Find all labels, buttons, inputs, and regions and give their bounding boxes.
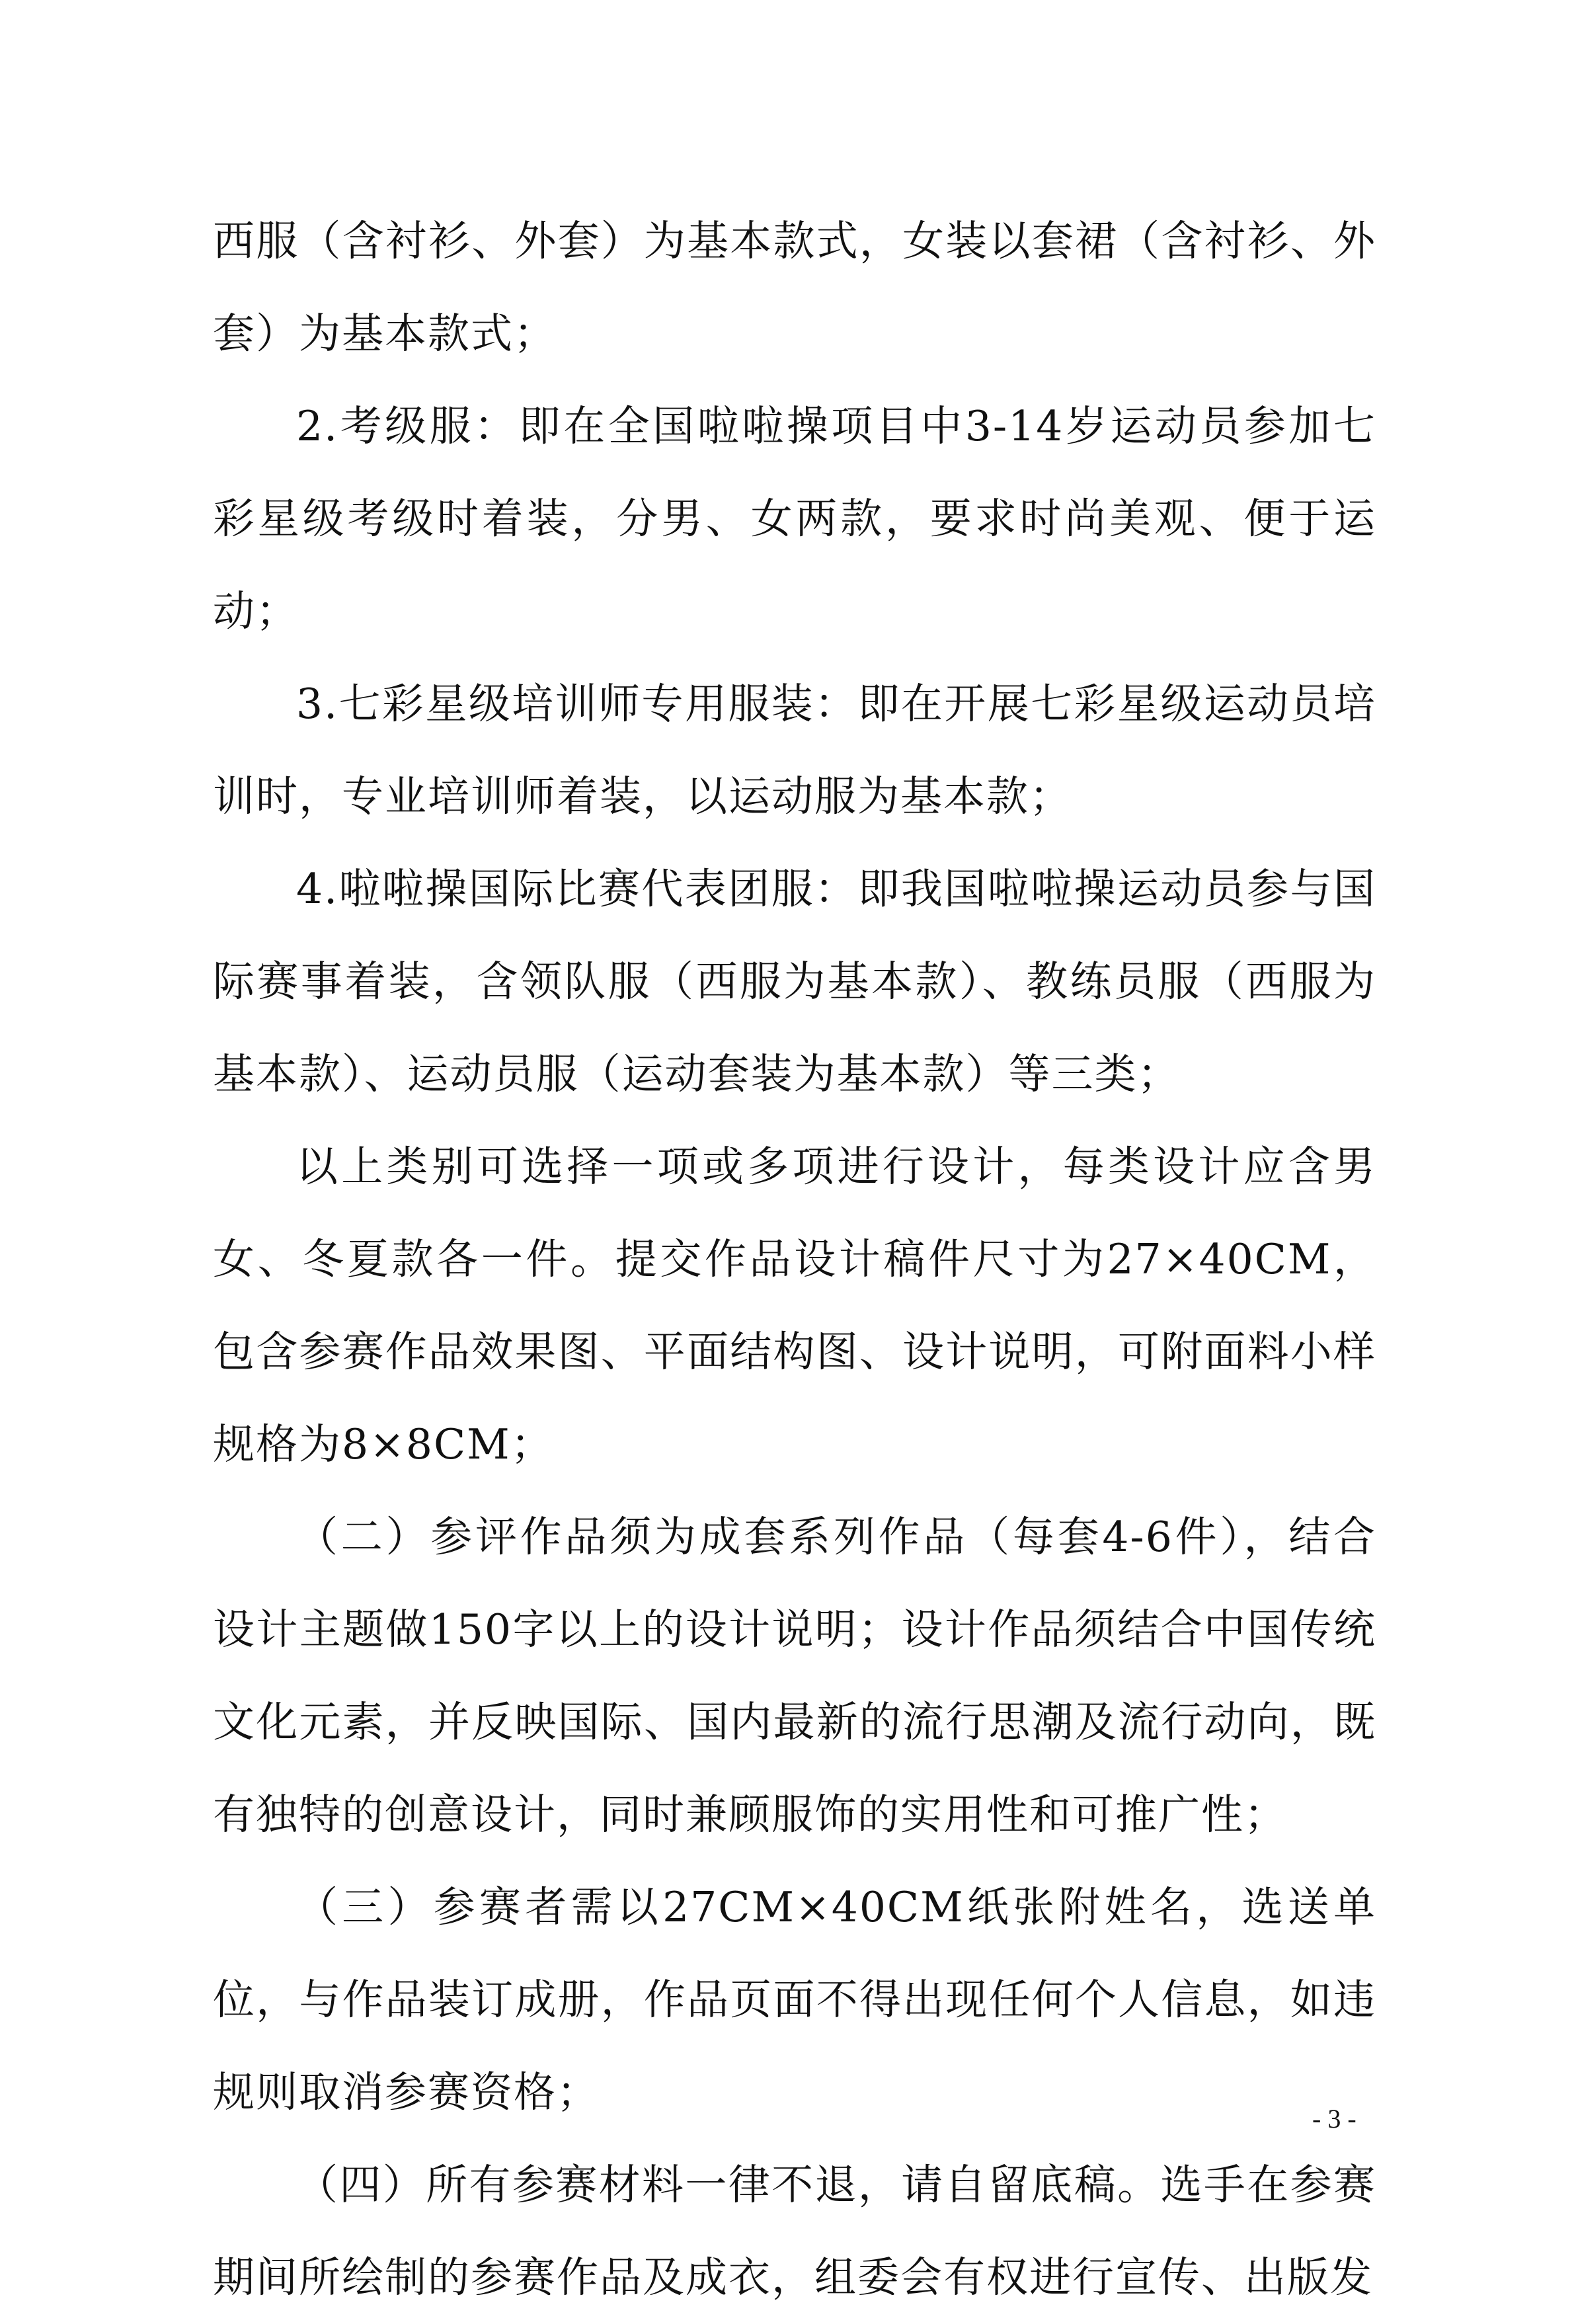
body-text (213, 195, 1376, 2324)
paragraph-continuation: 西服（含衬衫、外套）为基本款式，女装以套裙（含衬衫、外套）为基本款式； (213, 217, 1376, 358)
paragraph-section-2: （二）参评作品须为成套系列作品（每套4-6件），结合设计主题做150字以上的设计说明；设计作品须结合中国传统文化元素，并反映国际、国内最新的流行思潮及流行动向，既有独特的创意设计，同时兼顾服饰的实用性和可推广性； (213, 1513, 1376, 1839)
page-number: - 3 - (1312, 2104, 1357, 2134)
paragraph-item-2: 2.考级服：即在全国啦啦操项目中3-14岁运动员参加七彩星级考级时着装，分男、女两款，要求时尚美观、便于运动； (213, 402, 1376, 635)
paragraph-item-3: 3.七彩星级培训师专用服装：即在开展七彩星级运动员培训时，专业培训师着装，以运动服为基本款； (213, 680, 1376, 821)
paragraph-category-note: 以上类别可选择一项或多项进行设计，每类设计应含男女、冬夏款各一件。提交作品设计稿件尺寸为27×40CM，包含参赛作品效果图、平面结构图、设计说明，可附面料小样规格为8×8CM； (213, 1142, 1376, 1468)
paragraph-item-4: 4.啦啦操国际比赛代表团服：即我国啦啦操运动员参与国际赛事着装，含领队服（西服为基本款）、教练员服（西服为基本款）、运动员服（运动套装为基本款）等三类； (213, 865, 1376, 1098)
paragraph-section-4: （四）所有参赛材料一律不退，请自留底稿。选手在参赛期间所绘制的参赛作品及成衣，组委会有权进行宣传、出版发 (213, 2161, 1376, 2302)
paragraph-section-3: （三）参赛者需以27CM×40CM纸张附姓名，选送单位，与作品装订成册，作品页面不得出现任何个人信息，如违规则取消参赛资格； (213, 1883, 1376, 2116)
